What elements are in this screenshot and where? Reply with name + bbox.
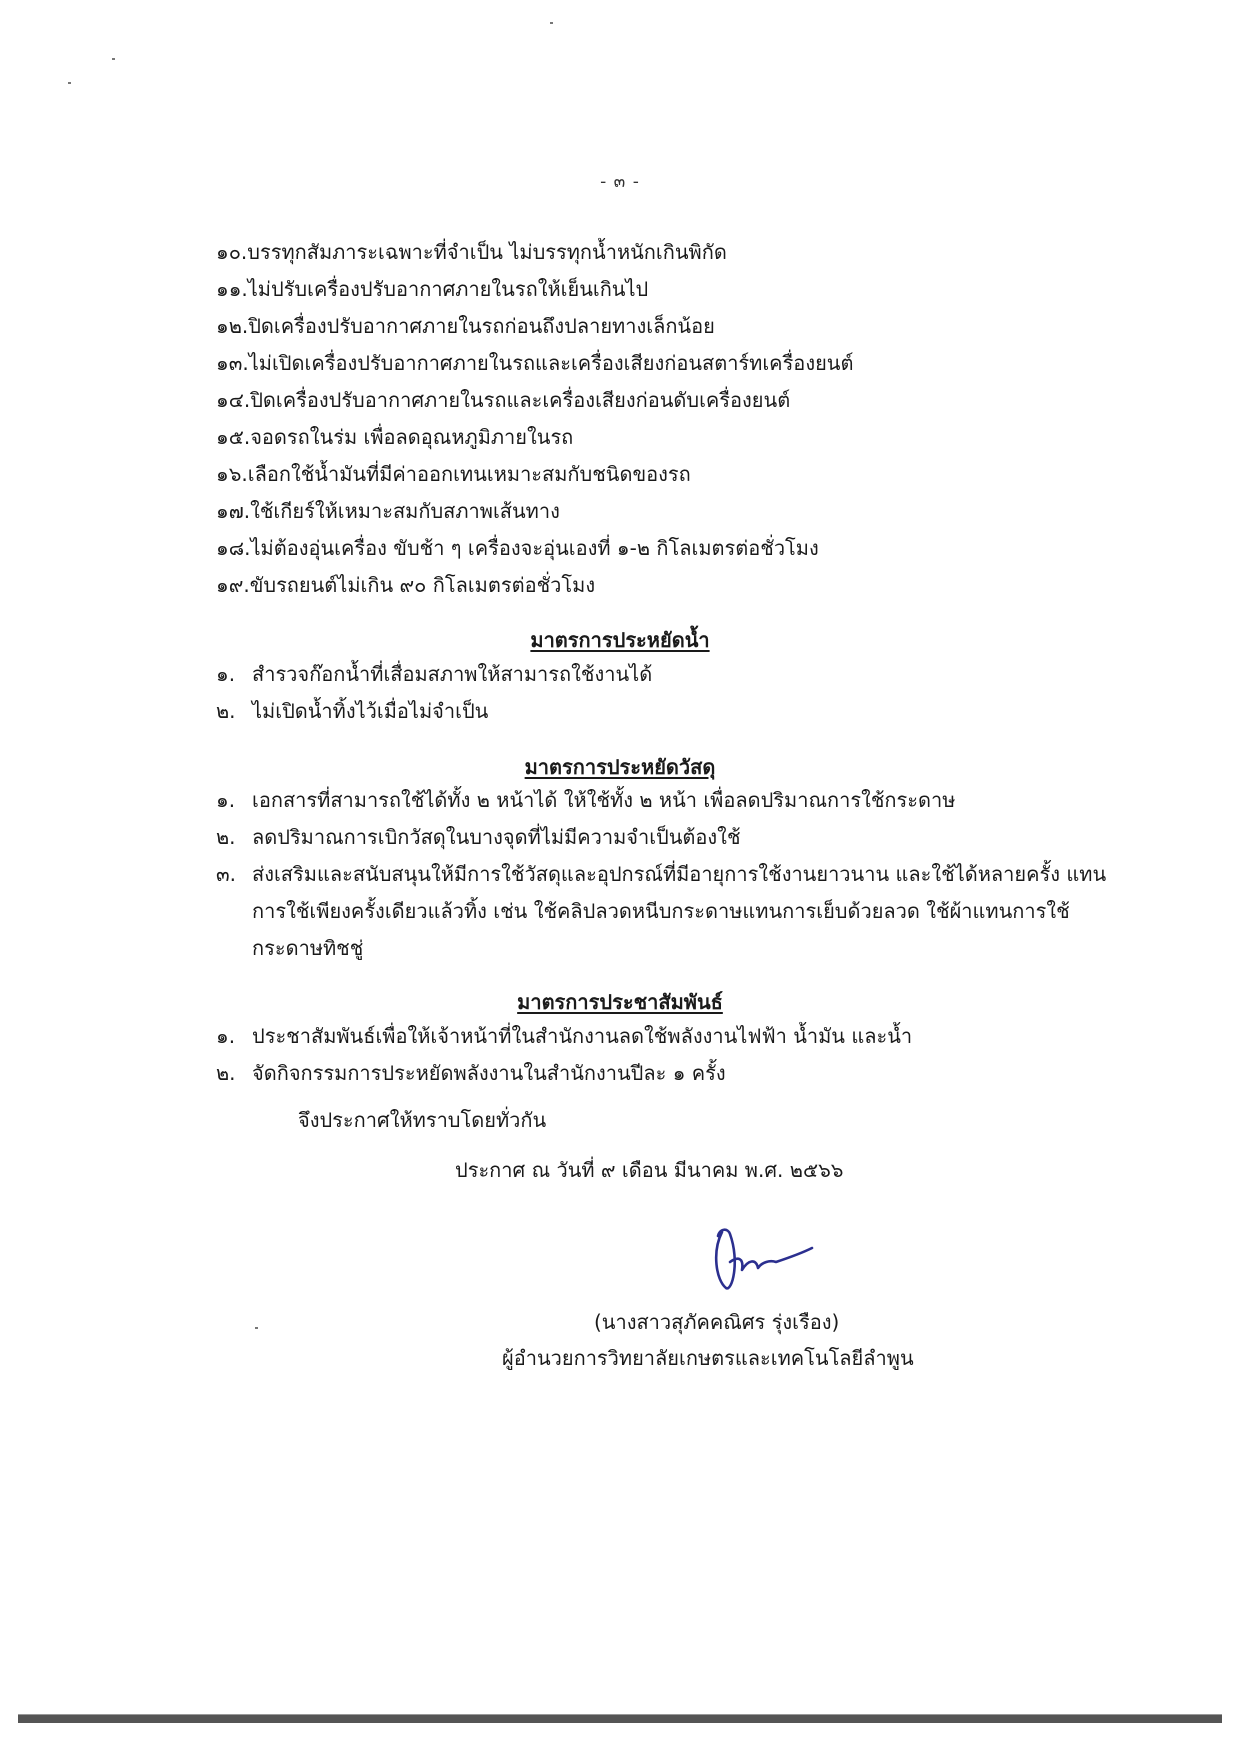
- item-number: ๓.: [216, 862, 237, 886]
- signer-title: ผู้อำนวยการวิทยาลัยเกษตรและเทคโนโลยีลำพูน: [502, 1346, 914, 1370]
- list-item: ๑๖.เลือกใช้น้ำมันที่มีค่าออกเทนเหมาะสมกับชนิดของรถ: [216, 462, 691, 486]
- list-item: [216, 697, 488, 725]
- item-number: ๒.: [216, 699, 236, 723]
- item-text: ไม่เปิดน้ำทิ้งไว้เมื่อไม่จำเป็น: [252, 699, 489, 723]
- section-heading-materials: มาตรการประหยัดวัสดุ: [524, 755, 716, 779]
- item-text-wrapped: ส่งเสริมและสนับสนุนให้มีการใช้วัสดุและอุปกรณ์ที่มีอายุการใช้งานยาวนาน และใช้ได้หลายครั้ง แทนการใช้เพียงครั้งเดียวแล้วทิ้ง เช่น ใช้คลิปลวดหนีบกระดาษแทนการเย็บด้วยลวด ใช้ผ้าแทนการใช้กระดาษทิชชู่: [252, 862, 1107, 960]
- scan-speck: [68, 82, 71, 84]
- item-number: ๑.: [216, 1024, 236, 1048]
- item-number: ๒.: [216, 1061, 236, 1085]
- item-text: ลดปริมาณการเบิกวัสดุในบางจุดที่ไม่มีความจำเป็นต้องใช้: [252, 825, 741, 849]
- list-item: ๑๗.ใช้เกียร์ให้เหมาะสมกับสภาพเส้นทาง: [216, 499, 560, 523]
- list-item: [216, 860, 252, 888]
- list-item: ๑๕.จอดรถในร่ม เพื่อลดอุณหภูมิภายในรถ: [216, 425, 574, 449]
- list-item: [216, 660, 652, 688]
- item-number: ๑.: [216, 788, 236, 812]
- list-item: ๑๒.ปิดเครื่องปรับอากาศภายในรถก่อนถึงปลายทางเล็กน้อย: [216, 314, 715, 338]
- item-number: ๑.: [216, 662, 236, 686]
- signer-name: (นางสาวสุภัคคณิศร รุ่งเรือง): [594, 1310, 840, 1334]
- section-heading-water: มาตรการประหยัดน้ำ: [530, 628, 710, 652]
- list-item: ๑๔.ปิดเครื่องปรับอากาศภายในรถและเครื่องเสียงก่อนดับเครื่องยนต์: [216, 388, 791, 412]
- scan-speck: [112, 58, 115, 60]
- item-text: ประชาสัมพันธ์เพื่อให้เจ้าหน้าที่ในสำนักงานลดใช้พลังงานไฟฟ้า น้ำมัน และน้ำ: [252, 1024, 913, 1048]
- announcement-text: จึงประกาศให้ทราบโดยทั่วกัน: [298, 1108, 547, 1132]
- handwritten-signature: [700, 1222, 820, 1302]
- list-item: [216, 1059, 726, 1087]
- scan-speck: [550, 22, 553, 24]
- list-item: [216, 823, 741, 851]
- section-heading-pr: มาตรการประชาสัมพันธ์: [517, 990, 723, 1014]
- list-item: ๑๐.บรรทุกสัมภาระเฉพาะที่จำเป็น ไม่บรรทุกน้ำหนักเกินพิกัด: [216, 240, 727, 264]
- list-item: [216, 786, 955, 814]
- item-text: จัดกิจกรรมการประหยัดพลังงานในสำนักงานปีละ ๑ ครั้ง: [252, 1061, 726, 1085]
- scan-speck: [255, 1327, 258, 1329]
- item-text: เอกสารที่สามารถใช้ได้ทั้ง ๒ หน้าได้ ให้ใช้ทั้ง ๒ หน้า เพื่อลดปริมาณการใช้กระดาษ: [252, 788, 956, 812]
- scan-edge-bar: [18, 1714, 1222, 1723]
- list-item: ๑๓.ไม่เปิดเครื่องปรับอากาศภายในรถและเครื่องเสียงก่อนสตาร์ทเครื่องยนต์: [216, 351, 854, 375]
- list-item: [216, 1022, 912, 1050]
- page-number: - ๓ -: [600, 172, 640, 192]
- item-number: ๒.: [216, 825, 236, 849]
- list-item: ๑๑.ไม่ปรับเครื่องปรับอากาศภายในรถให้เย็นเกินไป: [216, 277, 649, 301]
- list-item: ๑๙.ขับรถยนต์ไม่เกิน ๙๐ กิโลเมตรต่อชั่วโมง: [216, 573, 596, 597]
- list-item: ๑๘.ไม่ต้องอุ่นเครื่อง ขับช้า ๆ เครื่องจะอุ่นเองที่ ๑-๒ กิโลเมตรต่อชั่วโมง: [216, 536, 819, 560]
- item-text: สำรวจก๊อกน้ำที่เสื่อมสภาพให้สามารถใช้งานได้: [252, 662, 653, 686]
- date-line: ประกาศ ณ วันที่ ๙ เดือน มีนาคม พ.ศ. ๒๕๖๖: [455, 1158, 844, 1182]
